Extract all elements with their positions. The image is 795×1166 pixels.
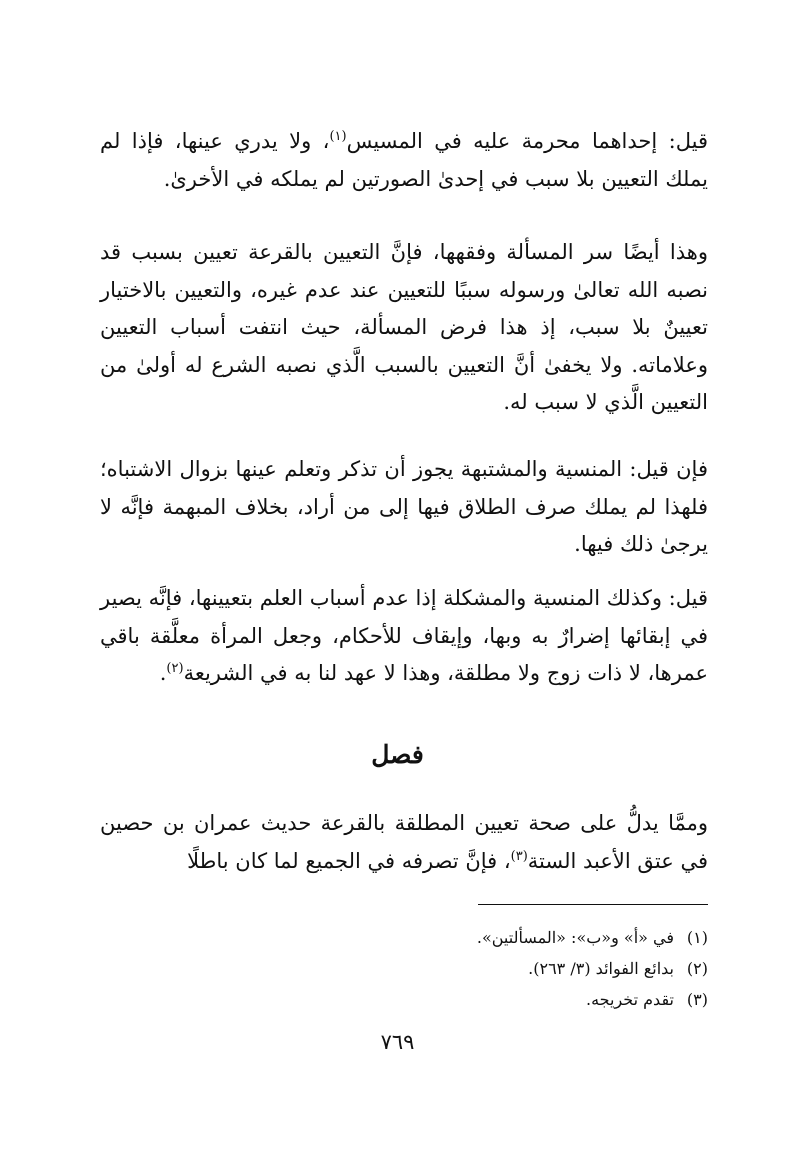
- footnote-text: بدائع الفوائد (٣/ ٢٦٣).: [528, 959, 674, 978]
- paragraph-1-text-end: ، ولا يدري عينها، فإذا لم يملك التعيين بلا سبب في إحدىٰ الصورتين لم يملكه في الأخرىٰ.: [100, 129, 708, 191]
- footnote-ref-2[interactable]: (٢): [166, 661, 184, 676]
- page-number: ٧٦٩: [380, 1030, 415, 1054]
- footnote-number: (٣): [686, 990, 708, 1009]
- footnote-text: تقدم تخريجه.: [586, 990, 674, 1009]
- paragraph-4-text-start: قيل: وكذلك المنسية والمشكلة إذا عدم أسباب العلم بتعيينها، فإنَّه يصير في إبقائها إضرارٌ به وبها، وإيقاف للأحكام، وجعل المرأة معلَّقة باقي عمرها، لا ذات زوج ولا مطلقة، وهذا لا عهد لنا به في الشريعة: [100, 586, 708, 685]
- paragraph-4: [100, 580, 708, 693]
- paragraph-3: فإن قيل: المنسية والمشتبهة يجوز أن تذكر وتعلم عينها بزوال الاشتباه؛ فلهذا لم يملك صرف الطلاق فيها إلى من أراد، بخلاف المبهمة فإنَّه لا يرجىٰ ذلك فيها.: [100, 457, 708, 556]
- footnote-item: [100, 922, 708, 953]
- paragraph-2: وهذا أيضًا سر المسألة وفقهها، فإنَّ التعيين بالقرعة تعيين بسبب قد نصبه الله تعالىٰ ورسوله سببًا للتعيين عند عدم غيره، والتعيين بالاختيار تعيينٌ بلا سبب، إذ هذا فرض المسألة، حيث انتفت أسباب التعيين وعلاماته. ولا يخفىٰ أنَّ التعيين بالسبب الَّذي نصبه الشرع له أولىٰ من التعيين الَّذي لا سبب له.: [100, 240, 708, 414]
- section-heading: فصل: [371, 740, 424, 769]
- paragraph-5-text-start: وممَّا يدلُّ على صحة تعيين المطلقة بالقرعة حديث عمران بن حصين في عتق الأعبد الستة: [100, 811, 708, 873]
- footnote-text: في «أ» و«ب»: «المسألتين».: [476, 928, 674, 947]
- paragraph-1: [100, 123, 708, 198]
- paragraph-5: [100, 805, 708, 880]
- footnote-item: [100, 953, 708, 984]
- footnote-separator: [478, 904, 708, 905]
- footnote-number: (١): [686, 928, 708, 947]
- footnote-item: [100, 984, 708, 1015]
- paragraph-4-text-end: .: [159, 661, 167, 685]
- footnote-number: (٢): [686, 959, 708, 978]
- paragraph-5-text-end: ، فإنَّ تصرفه في الجميع لما كان باطلًا: [187, 848, 511, 873]
- footnote-ref-1[interactable]: (١): [329, 129, 347, 144]
- paragraph-1-text-start: قيل: إحداهما محرمة عليه في المسيس: [346, 129, 708, 153]
- footnote-ref-3[interactable]: (٣): [510, 848, 528, 864]
- footnotes-list: [100, 922, 708, 1015]
